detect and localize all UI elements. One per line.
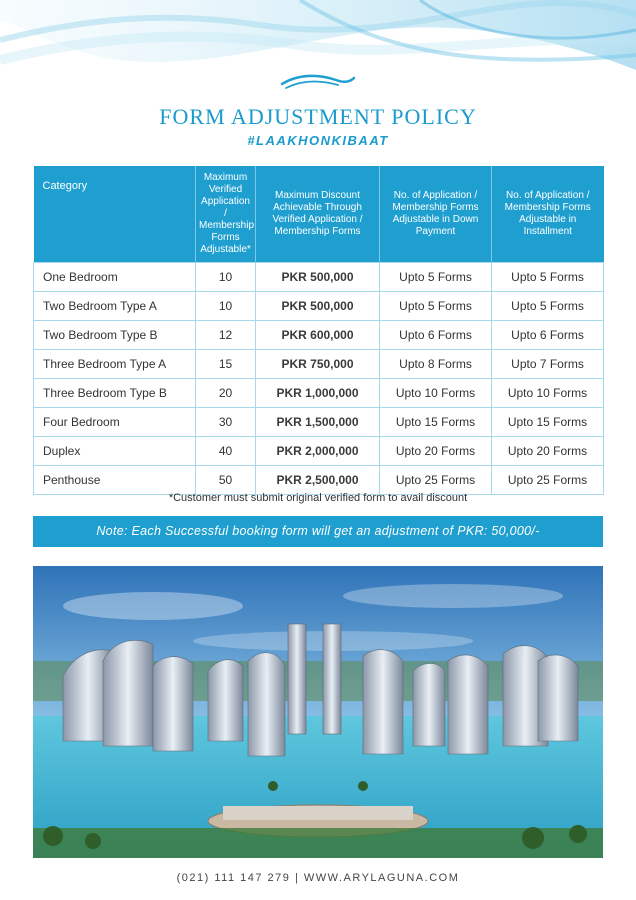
- column-header-max-forms: Maximum Verified Application / Membership Forms Adjustable*: [196, 166, 256, 263]
- cell-category: Two Bedroom Type A: [34, 292, 196, 321]
- cell-category: Four Bedroom: [34, 408, 196, 437]
- cell-max-discount: PKR 750,000: [256, 350, 380, 379]
- page-title: FORM ADJUSTMENT POLICY: [159, 104, 477, 129]
- table-row: [34, 292, 604, 321]
- cell-category: Two Bedroom Type B: [34, 321, 196, 350]
- table-row: [34, 466, 604, 495]
- cell-installment: Upto 20 Forms: [492, 437, 604, 466]
- cell-max-forms: 40: [196, 437, 256, 466]
- cell-max-discount: PKR 2,500,000: [256, 466, 380, 495]
- cell-category: Three Bedroom Type A: [34, 350, 196, 379]
- cell-max-forms: 30: [196, 408, 256, 437]
- cell-installment: Upto 5 Forms: [492, 292, 604, 321]
- cell-max-forms: 10: [196, 292, 256, 321]
- cell-max-discount: PKR 1,500,000: [256, 408, 380, 437]
- cell-down-payment: Upto 20 Forms: [380, 437, 492, 466]
- hashtag: #LAAKHONKIBAAT: [247, 133, 389, 148]
- cell-installment: Upto 7 Forms: [492, 350, 604, 379]
- cell-installment: Upto 25 Forms: [492, 466, 604, 495]
- table-row: [34, 350, 604, 379]
- table-row: [34, 408, 604, 437]
- cell-max-discount: PKR 2,000,000: [256, 437, 380, 466]
- cell-category: Penthouse: [34, 466, 196, 495]
- cell-down-payment: Upto 25 Forms: [380, 466, 492, 495]
- cell-down-payment: Upto 8 Forms: [380, 350, 492, 379]
- cell-max-discount: PKR 500,000: [256, 292, 380, 321]
- cell-category: One Bedroom: [34, 263, 196, 292]
- table-row: [34, 321, 604, 350]
- project-render-image: [33, 566, 603, 858]
- cell-installment: Upto 15 Forms: [492, 408, 604, 437]
- wave-logo-icon: [278, 70, 358, 92]
- cell-down-payment: Upto 10 Forms: [380, 379, 492, 408]
- cell-max-discount: PKR 600,000: [256, 321, 380, 350]
- table-header-row: [34, 166, 604, 263]
- cell-down-payment: Upto 5 Forms: [380, 292, 492, 321]
- footnote: *Customer must submit original verified form to avail discount: [168, 492, 468, 504]
- column-header-max-discount: Maximum Discount Achievable Through Verified Application / Membership Forms: [256, 166, 380, 263]
- cell-max-forms: 50: [196, 466, 256, 495]
- column-header-category: Category: [34, 166, 196, 263]
- column-header-installment: No. of Application / Membership Forms Adjustable in Installment: [492, 166, 604, 263]
- cell-max-forms: 15: [196, 350, 256, 379]
- cell-max-forms: 10: [196, 263, 256, 292]
- cell-max-discount: PKR 1,000,000: [256, 379, 380, 408]
- cell-down-payment: Upto 5 Forms: [380, 263, 492, 292]
- table-row: [34, 263, 604, 292]
- cell-max-discount: PKR 500,000: [256, 263, 380, 292]
- note-banner: Note: Each Successful booking form will get an adjustment of PKR: 50,000/-: [33, 516, 603, 547]
- cell-max-forms: 20: [196, 379, 256, 408]
- cell-down-payment: Upto 15 Forms: [380, 408, 492, 437]
- cell-installment: Upto 6 Forms: [492, 321, 604, 350]
- cell-category: Three Bedroom Type B: [34, 379, 196, 408]
- column-header-down-payment: No. of Application / Membership Forms Adjustable in Down Payment: [380, 166, 492, 263]
- cell-installment: Upto 5 Forms: [492, 263, 604, 292]
- table-row: [34, 379, 604, 408]
- cell-category: Duplex: [34, 437, 196, 466]
- policy-table: [33, 166, 604, 495]
- cell-down-payment: Upto 6 Forms: [380, 321, 492, 350]
- contact-footer: (021) 111 147 279 | WWW.ARYLAGUNA.COM: [176, 872, 460, 884]
- table-row: [34, 437, 604, 466]
- cell-installment: Upto 10 Forms: [492, 379, 604, 408]
- cell-max-forms: 12: [196, 321, 256, 350]
